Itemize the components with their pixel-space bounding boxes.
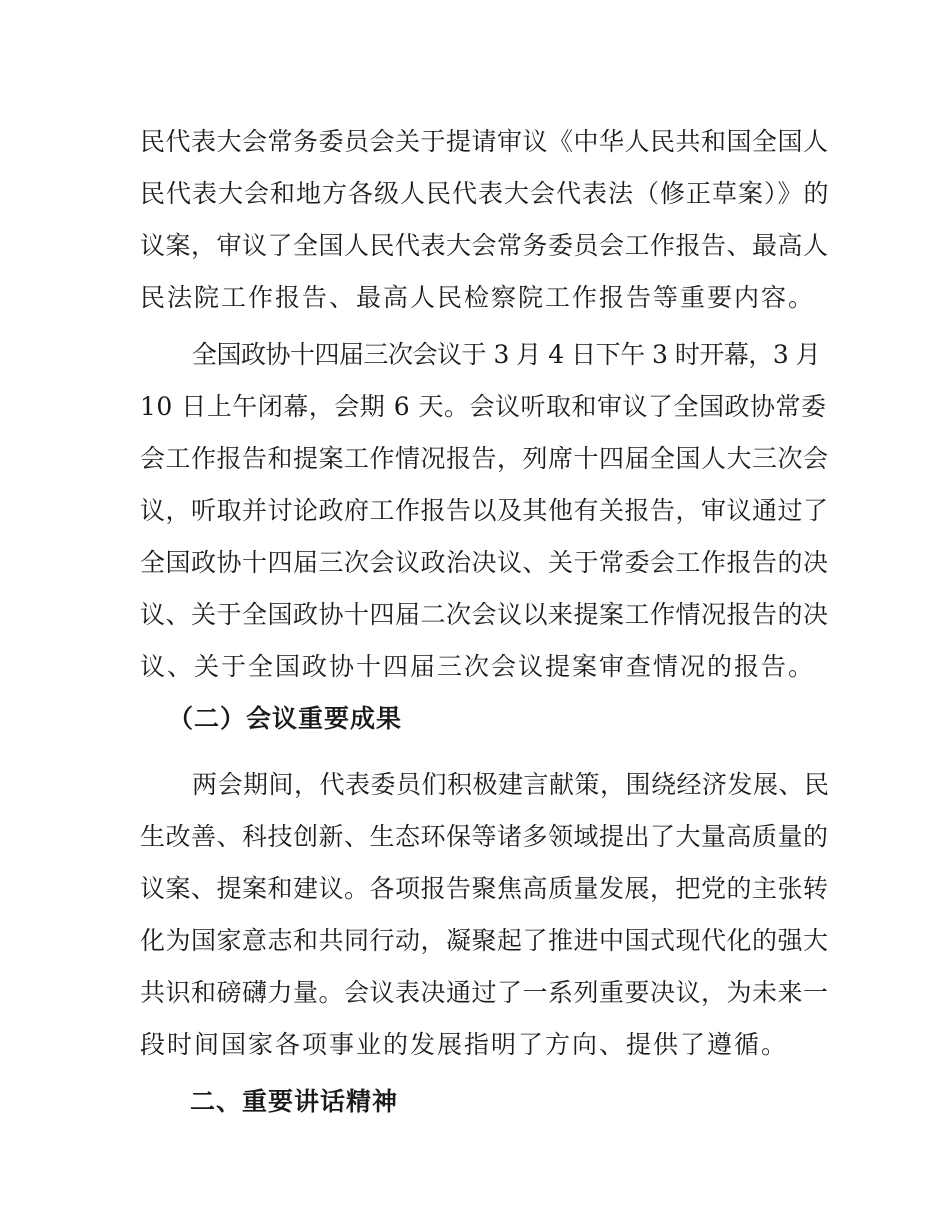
paragraph-line: 两会期间，代表委员们积极建言献策，围绕经济发展、民	[192, 770, 830, 799]
paragraph-line: 议、关于全国政协十四届二次会议以来提案工作情况报告的决	[140, 600, 829, 629]
paragraph-line: 段时间国家各项事业的发展指明了方向、提供了遵循。	[140, 1030, 789, 1059]
paragraph-line: 生改善、科技创新、生态环保等诸多领域提出了大量高质量的	[140, 822, 829, 851]
paragraph-line: 民代表大会和地方各级人民代表大会代表法（修正草案）》的	[140, 179, 830, 208]
subsection-heading: （二）会议重要成果	[168, 704, 403, 733]
paragraph-results	[140, 759, 830, 1071]
paragraph-line: 共识和磅礴力量。会议表决通过了一系列重要决议，为未来一	[140, 978, 829, 1007]
paragraph-line: 民代表大会常务委员会关于提请审议《中华人民共和国全国人	[140, 127, 829, 156]
paragraph-line: 议案、提案和建议。各项报告聚焦高质量发展，把党的主张转	[140, 874, 829, 903]
paragraph-cppcc	[140, 329, 829, 693]
paragraph-continuation	[140, 116, 830, 324]
paragraph-line: 10 日上午闭幕，会期 6 天。会议听取和审议了全国政协常委	[140, 392, 827, 421]
paragraph-line: 全国政协十四届三次会议政治决议、关于常委会工作报告的决	[140, 548, 829, 577]
paragraph-line: 议、关于全国政协十四届三次会议提案审查情况的报告。	[140, 652, 816, 681]
paragraph-line: 议案，审议了全国人民代表大会常务委员会工作报告、最高人	[140, 231, 829, 260]
paragraph-line: 化为国家意志和共同行动，凝聚起了推进中国式现代化的强大	[140, 926, 829, 955]
section-heading: 二、重要讲话精神	[190, 1087, 399, 1116]
paragraph-line: 民法院工作报告、最高人民检察院工作报告等重要内容。	[140, 283, 816, 312]
paragraph-line: 全国政协十四届三次会议于 3 月 4 日下午 3 时开幕，3 月	[192, 340, 821, 369]
paragraph-line: 会工作报告和提案工作情况报告，列席十四届全国人大三次会	[140, 444, 829, 473]
paragraph-line: 议，听取并讨论政府工作报告以及其他有关报告，审议通过了	[140, 496, 829, 525]
